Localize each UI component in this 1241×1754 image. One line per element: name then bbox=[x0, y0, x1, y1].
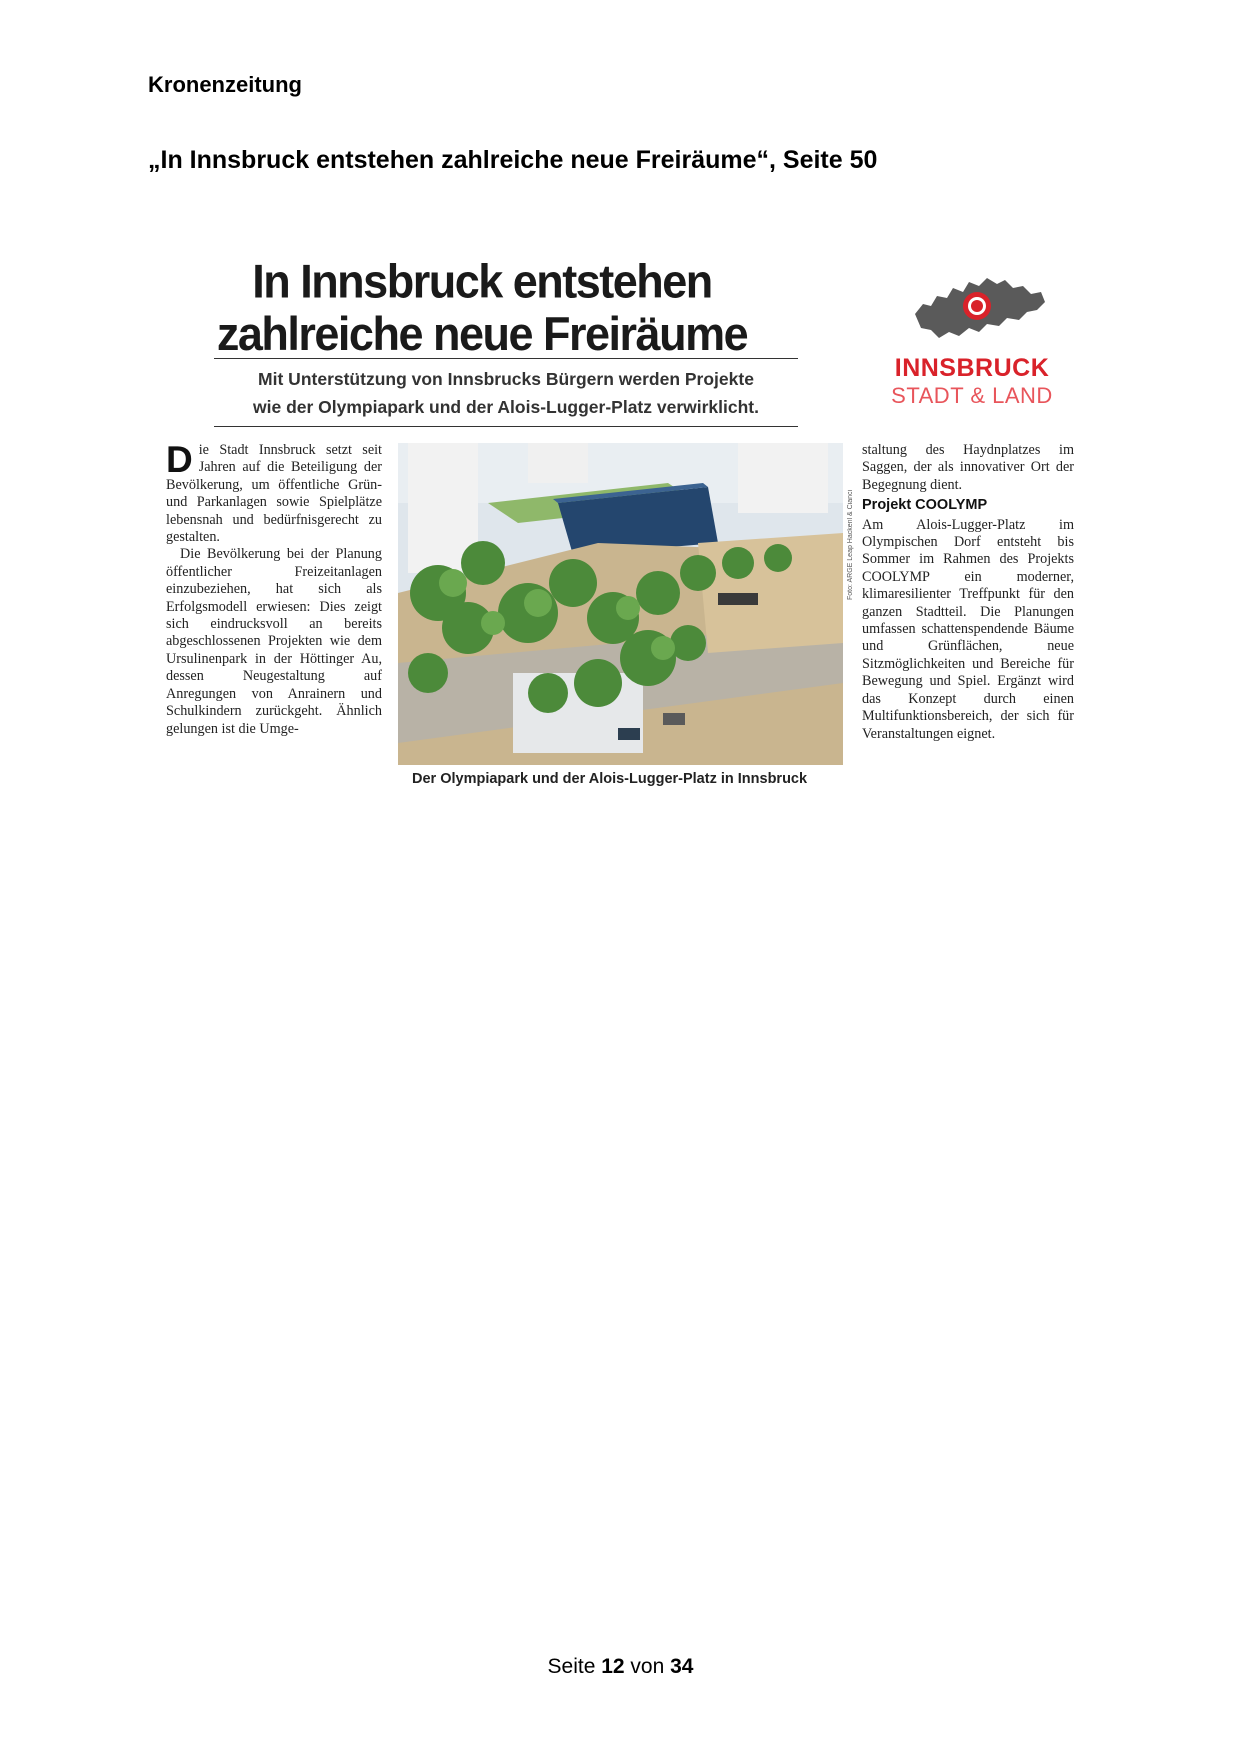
headline-line-2: zahlreiche neue Freiräume bbox=[216, 306, 748, 361]
photo-caption: Der Olympiapark und der Alois-Lugger-Platz in Innsbruck bbox=[412, 771, 808, 787]
article-headline bbox=[212, 256, 752, 361]
photo-credit: Foto: ARGE Leap Hackenl & Cianci bbox=[847, 489, 854, 600]
article-subline bbox=[214, 358, 798, 427]
total-pages: 34 bbox=[670, 1655, 694, 1678]
article-column-right bbox=[862, 442, 1074, 743]
source-name: Kronenzeitung bbox=[148, 72, 302, 97]
page-middle: von bbox=[624, 1655, 671, 1678]
document-title: „In Innsbruck entstehen zahlreiche neue Freiräume“, Seite 50 bbox=[148, 146, 878, 174]
page-prefix: Seite bbox=[547, 1655, 602, 1678]
headline-line-1: In Innsbruck entstehen bbox=[252, 254, 712, 308]
current-page: 12 bbox=[601, 1655, 625, 1678]
article-column-left bbox=[166, 439, 382, 738]
innsbruck-logo bbox=[862, 270, 1082, 410]
right-paragraph-2: Am Alois-Lugger-Platz im Olympischen Dorf entsteht bis Sommer im Rahmen des Projekts COOLYMP ein moderner, klimaresilienter Treffpunkt für den ganzen Stadtteil. Die Planungen umfassen schattenspendende Bäume und Grünflächen, neue Sitzmöglichkeiten und Bereiche für Bewegung und Spiel. Ergänzt wird das Konzept durch einen Multifunktionsbereich, der sich für Veranstaltungen eignet. bbox=[862, 516, 1074, 742]
subline-line-1: Mit Unterstützung von Innsbrucks Bürgern werden Projekte bbox=[258, 369, 754, 389]
drop-cap: D bbox=[166, 439, 193, 480]
subline-line-2: wie der Olympiapark und der Alois-Lugger-Platz verwirklicht. bbox=[253, 397, 759, 417]
section-heading: Projekt COOLYMP bbox=[862, 497, 988, 514]
page-number bbox=[0, 1655, 1241, 1679]
logo-subtitle: STADT & LAND bbox=[891, 383, 1053, 408]
left-paragraph-2: Die Bevölkerung bei der Planung öffentlicher Freizeitanlagen einzubeziehen, hat sich als Erfolgsmodell erwiesen: Dies zeigt sich eindrucksvoll an bereits abgeschlossenen Projekten wie dem Ursulinenpark in der Höttinger Au, dessen Neugestaltung auf Anregungen von Anrainern und Schulkindern zurückgeht. Ähnlich gelungen ist die Umge- bbox=[166, 546, 382, 737]
article-photo bbox=[398, 443, 843, 765]
tyrol-map-icon bbox=[909, 270, 1049, 342]
right-paragraph-1: staltung des Haydnplatzes im Saggen, der als innovativer Ort der Begegnung dient. bbox=[862, 442, 1074, 493]
logo-name: INNSBRUCK bbox=[894, 354, 1050, 382]
newspaper-clipping bbox=[162, 250, 1082, 795]
left-paragraph-1: ie Stadt Innsbruck setzt seit Jahren auf die Beteiligung der Bevölkerung, um öffentliche Grün- und Parkanlagen sowie Spielplätze lebensnah und bedürfnisgerecht zu gestalten. bbox=[166, 442, 382, 546]
